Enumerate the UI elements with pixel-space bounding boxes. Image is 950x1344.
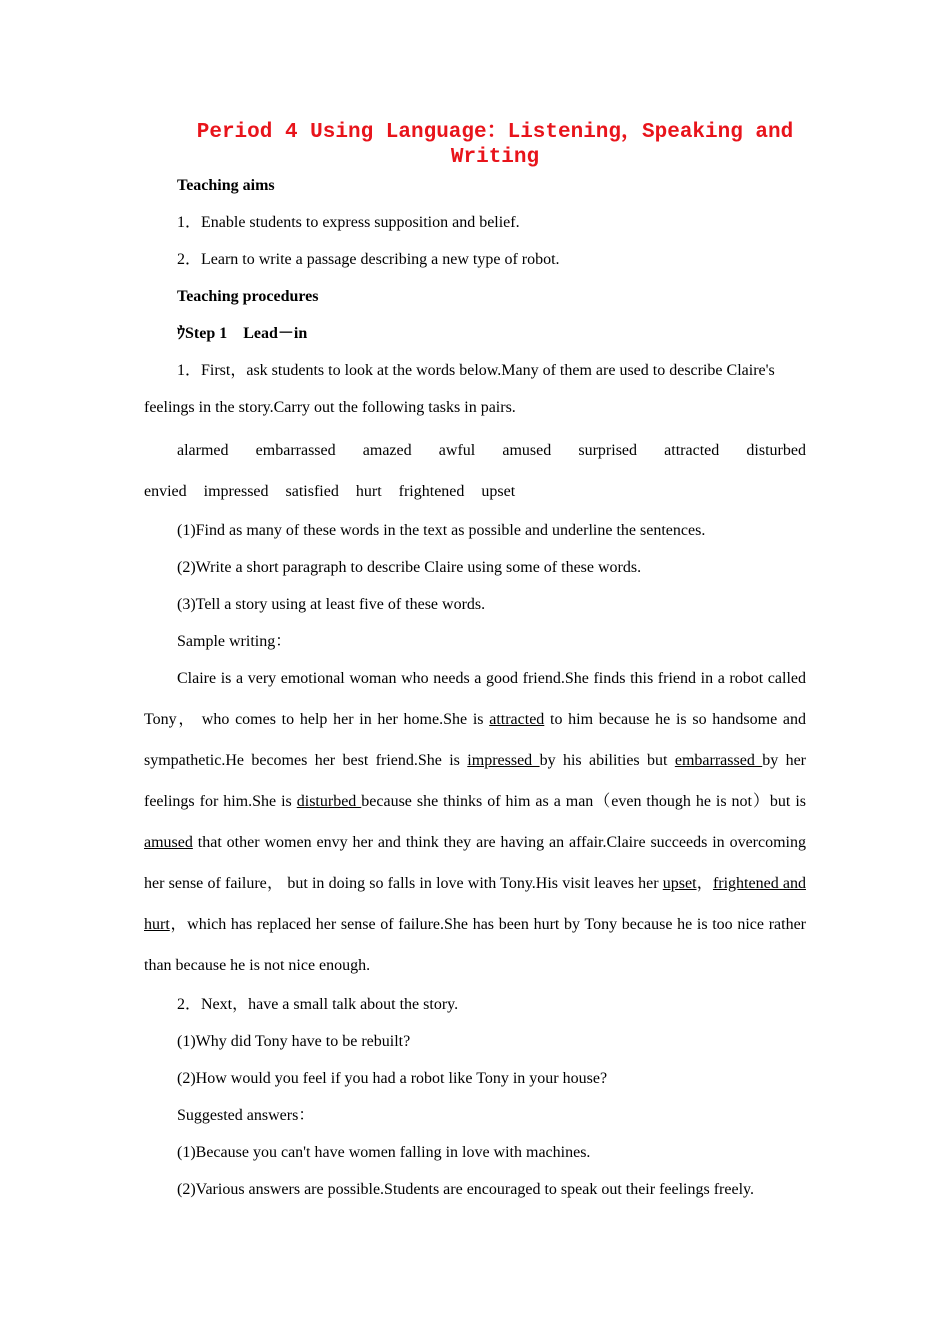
- word-item: envied: [144, 483, 187, 500]
- word-item: alarmed: [177, 442, 229, 459]
- word-item: upset: [481, 483, 516, 500]
- question-item: (1)Why did Tony have to be rebuilt?: [177, 1033, 411, 1050]
- word-item: amazed: [362, 442, 412, 459]
- procedures-heading: Teaching procedures: [177, 288, 319, 305]
- word-item: impressed: [203, 483, 269, 500]
- document-page: [144, 120, 806, 1208]
- answers-label: Suggested answers：: [177, 1107, 315, 1124]
- sample-text: ，which has replaced her sense of failure.She has been hurt by Tony because he is too nice rather than because he is not nice enough.: [144, 916, 806, 974]
- answer-item: (2)Various answers are possible.Students are encouraged to speak out their feelings freely.: [177, 1181, 754, 1198]
- underlined-word: amused: [144, 834, 193, 851]
- step-marker: ｳ: [177, 325, 186, 342]
- underlined-word: frightened and hurt: [144, 875, 807, 933]
- sample-text: to him because he is so handsome and sympathetic.He becomes her best friend.She is: [144, 711, 806, 769]
- aim-item: 1．Enable students to express supposition and belief.: [177, 214, 520, 231]
- word-item: awful: [438, 442, 476, 459]
- word-item: hurt: [355, 483, 382, 500]
- subtask-item: (3)Tell a story using at least five of these words.: [177, 596, 486, 613]
- word-item: attracted: [664, 442, 720, 459]
- sample-writing-label: Sample writing：: [177, 633, 292, 650]
- word-item: embarrassed: [255, 442, 336, 459]
- word-list-row1: [144, 430, 806, 471]
- sample-text: because she thinks of him as a man（even though he is not）but is: [361, 793, 806, 810]
- underlined-word: impressed: [467, 752, 540, 769]
- word-item: amused: [502, 442, 552, 459]
- step1-heading: [144, 315, 806, 352]
- subtask-item: (2)Write a short paragraph to describe Claire using some of these words.: [177, 559, 642, 576]
- underlined-word: upset: [662, 875, 697, 892]
- word-item: disturbed: [746, 442, 806, 459]
- word-item: satisfied: [285, 483, 339, 500]
- sample-paragraph: [144, 658, 806, 986]
- word-list-row2: [144, 471, 806, 512]
- word-item: surprised: [578, 442, 638, 459]
- page-title: Period 4 Using Language：Listening，Speaking and Writing: [196, 121, 794, 169]
- question-item: (2)How would you feel if you had a robot like Tony in your house?: [177, 1070, 608, 1087]
- underlined-word: disturbed: [296, 793, 362, 810]
- sample-text: that other women envy her and think they are having an affair.Claire succeeds in overcoming her sense of failure， but in doing so falls in love with Tony.His visit leaves her: [144, 834, 806, 892]
- teaching-aims-heading: Teaching aims: [177, 177, 275, 194]
- step1-label: Step 1 Lead－in: [185, 325, 308, 342]
- sample-text: ，: [696, 875, 713, 892]
- underlined-word: attracted: [489, 711, 545, 728]
- aim-item: 2．Learn to write a passage describing a new type of robot.: [177, 251, 560, 268]
- sample-text: by her feelings for him.She is: [144, 752, 807, 810]
- task2-intro: 2．Next，have a small talk about the story.: [177, 996, 459, 1013]
- sample-text: by his abilities but: [539, 752, 675, 769]
- underlined-word: embarrassed: [674, 752, 763, 769]
- sample-text: Claire is a very emotional woman who needs a good friend.She finds this friend in a robot called Tony， who comes to help her in her home.She is: [144, 670, 806, 728]
- task1-intro-line1: 1．First，ask students to look at the words below.Many of them are used to describe Claire's: [177, 362, 775, 379]
- word-item: frightened: [398, 483, 465, 500]
- answer-item: (1)Because you can't have women falling in love with machines.: [177, 1144, 591, 1161]
- subtask-item: (1)Find as many of these words in the text as possible and underline the sentences.: [177, 522, 706, 539]
- task1-intro-line2: feelings in the story.Carry out the following tasks in pairs.: [144, 399, 516, 416]
